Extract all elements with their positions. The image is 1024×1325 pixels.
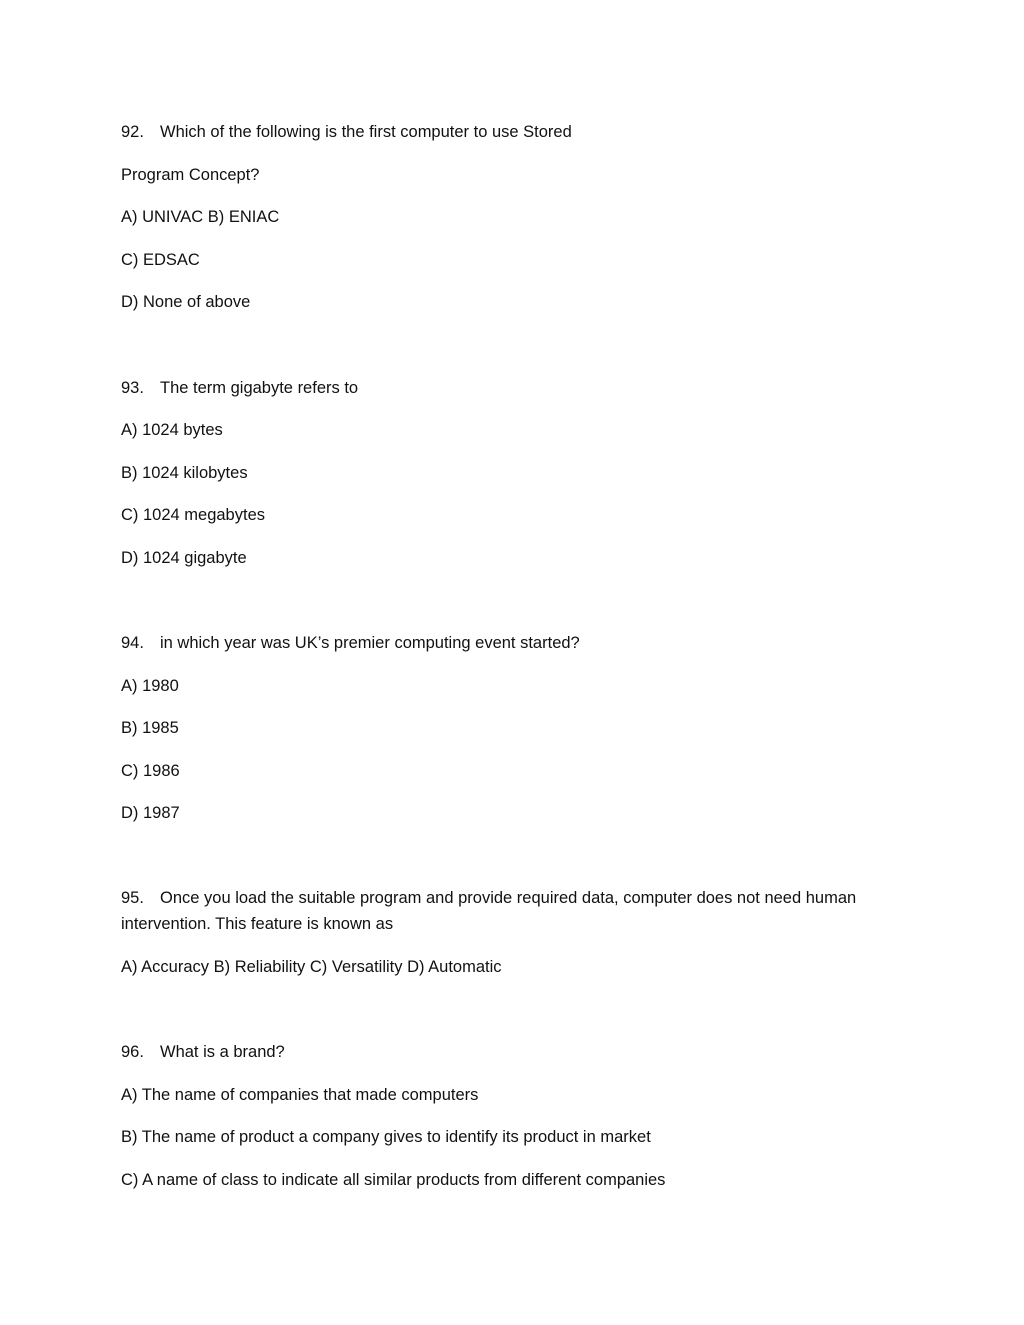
option: C) EDSAC: [121, 251, 200, 269]
question-92: [121, 122, 572, 142]
question-text: What is a brand?: [160, 1043, 285, 1061]
option: C) A name of class to indicate all similar products from different companies: [121, 1171, 666, 1189]
option: D) None of above: [121, 293, 251, 311]
question-text: Which of the following is the first computer to use Stored: [160, 123, 572, 141]
option: D) 1987: [121, 804, 180, 822]
option: A) UNIVAC B) ENIAC: [121, 208, 280, 226]
question-92-continuation: Program Concept?: [121, 166, 260, 184]
question-number: 92.: [121, 123, 144, 141]
option: C) 1024 megabytes: [121, 506, 265, 524]
option: A) 1980: [121, 677, 179, 695]
question-text: Once you load the suitable program and provide required data, computer does not need human intervention. This feature is known as: [121, 889, 857, 933]
question-number: 93.: [121, 379, 144, 397]
option: A) 1024 bytes: [121, 421, 223, 439]
option: A) Accuracy B) Reliability C) Versatility D) Automatic: [121, 958, 502, 976]
question-text: The term gigabyte refers to: [160, 379, 359, 397]
question-95: [121, 886, 901, 937]
question-number: 95.: [121, 889, 144, 907]
question-94: [121, 633, 580, 653]
option: A) The name of companies that made computers: [121, 1086, 479, 1104]
question-93: [121, 378, 358, 398]
question-number: 94.: [121, 634, 144, 652]
option: B) 1985: [121, 719, 179, 737]
option: B) 1024 kilobytes: [121, 464, 248, 482]
question-number: 96.: [121, 1043, 144, 1061]
question-96: [121, 1042, 285, 1062]
option: C) 1986: [121, 762, 180, 780]
option: B) The name of product a company gives to identify its product in market: [121, 1128, 651, 1146]
option: D) 1024 gigabyte: [121, 549, 247, 567]
question-text: in which year was UK’s premier computing event started?: [160, 634, 580, 652]
